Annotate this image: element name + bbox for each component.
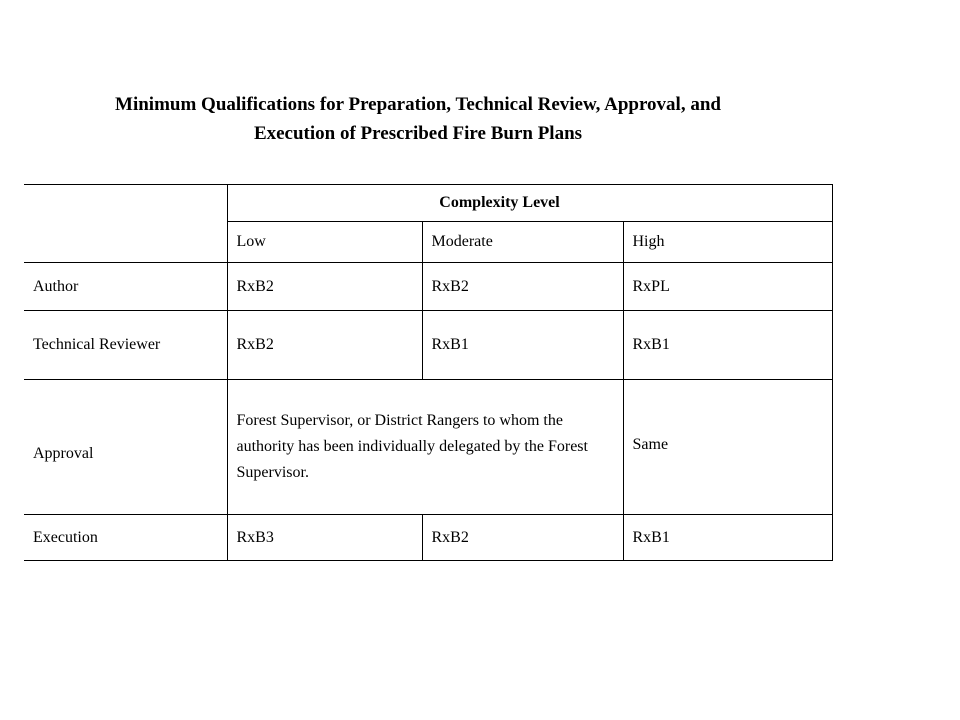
qualifications-table bbox=[24, 184, 833, 561]
empty-corner-cell bbox=[24, 185, 227, 263]
table-row bbox=[24, 515, 832, 561]
title-line-1: Minimum Qualifications for Preparation, Technical Review, Approval, and bbox=[115, 94, 721, 115]
cell-author-low: RxB2 bbox=[227, 263, 422, 311]
row-label-approval: Approval bbox=[24, 380, 227, 515]
cell-reviewer-low: RxB2 bbox=[227, 311, 422, 380]
column-header-high: High bbox=[623, 222, 832, 263]
cell-author-moderate: RxB2 bbox=[422, 263, 623, 311]
page-title bbox=[0, 90, 836, 148]
table-row bbox=[24, 311, 832, 380]
column-header-low: Low bbox=[227, 222, 422, 263]
complexity-level-header: Complexity Level bbox=[227, 185, 832, 222]
row-label-author: Author bbox=[24, 263, 227, 311]
cell-approval-high: Same bbox=[623, 380, 832, 515]
cell-execution-moderate: RxB2 bbox=[422, 515, 623, 561]
row-label-technical-reviewer: Technical Reviewer bbox=[24, 311, 227, 380]
table-row bbox=[24, 380, 832, 515]
cell-approval-merged: Forest Supervisor, or District Rangers to whom the authority has been individually delegated by the Forest Supervisor. bbox=[227, 380, 623, 515]
title-line-2: Execution of Prescribed Fire Burn Plans bbox=[253, 123, 583, 144]
cell-execution-high: RxB1 bbox=[623, 515, 832, 561]
cell-reviewer-high: RxB1 bbox=[623, 311, 832, 380]
cell-execution-low: RxB3 bbox=[227, 515, 422, 561]
table-row bbox=[24, 263, 832, 311]
column-header-moderate: Moderate bbox=[422, 222, 623, 263]
table-header-row bbox=[24, 185, 832, 222]
cell-author-high: RxPL bbox=[623, 263, 832, 311]
row-label-execution: Execution bbox=[24, 515, 227, 561]
cell-reviewer-moderate: RxB1 bbox=[422, 311, 623, 380]
